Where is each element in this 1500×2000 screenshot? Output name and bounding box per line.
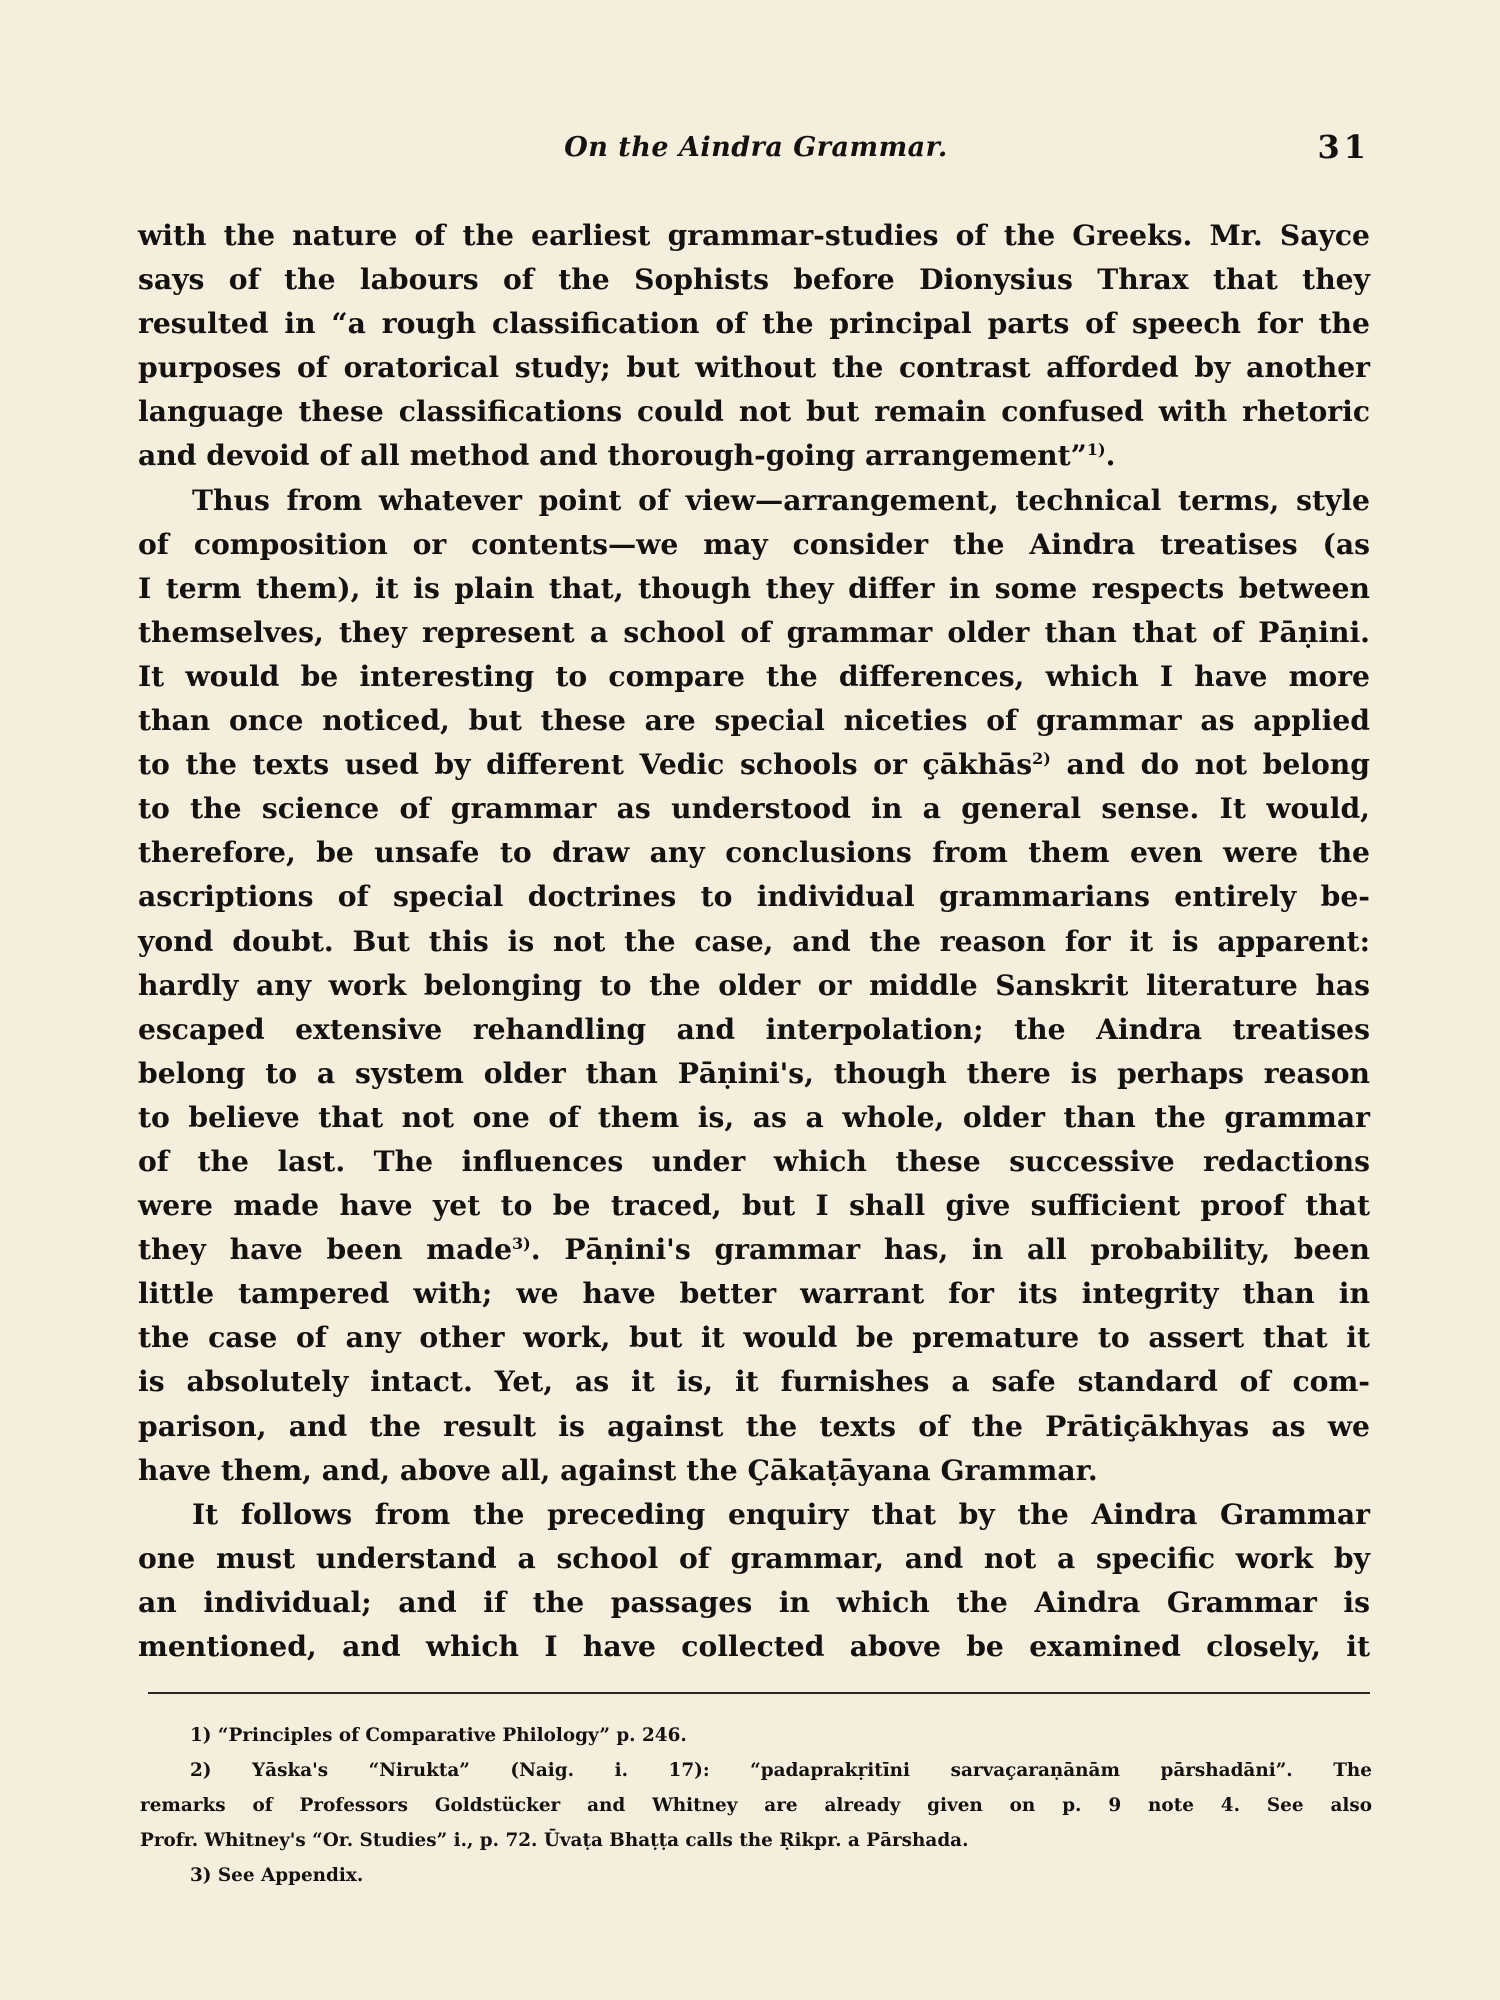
text-segment: . [1105,439,1116,473]
text-line: little tampered with; we have better warrant for its integrity than in [138,1277,1370,1311]
text-line: than once noticed, but these are special niceties of grammar as applied [138,704,1370,738]
text-segment: . Pāṇini's grammar has, in all probability, been [530,1233,1371,1267]
text-line: hardly any work belonging to the older or middle Sanskrit literature has [138,968,1370,1002]
paragraph-1 [138,214,1370,479]
text-line: Thus from whatever point of view—arrangement, technical terms, style [192,483,1370,517]
text-line: to the science of grammar as understood in a general sense. It would, [138,792,1370,826]
text-line: themselves, they represent a school of grammar older than that of Pāṇini. [138,615,1370,649]
text-line [138,434,1370,478]
text-line: mentioned, and which I have collected above be examined closely, it [138,1630,1370,1663]
footnote-ref: 2) [1032,749,1051,769]
page-header [142,128,1370,176]
footnote-2-line: Profr. Whitney's “Or. Studies” i., p. 72. Ūvaṭa Bhaṭṭa calls the Ṛikpr. a Pārshada. [140,1830,969,1851]
running-title: On the Aindra Grammar. [564,132,948,163]
footnote-2-line: 2) Yāska's “Nirukta” (Naig. i. 17): “padaprakṛitīni sarvaçaraṇānām pārshadāni”. The [190,1760,1372,1781]
page-number: 31 [1317,128,1370,166]
footnote-1: 1) “Principles of Comparative Philology” p. 246. [190,1725,687,1746]
paragraph-3 [138,1493,1370,1669]
footnotes [140,1718,1372,1893]
text-line: to believe that not one of them is, as a whole, older than the grammar [138,1100,1370,1134]
text-segment: and devoid of all method and thorough-going arrangement” [138,439,1087,473]
text-line: It would be interesting to compare the differences, which I have more [138,659,1370,693]
text-line: the case of any other work, but it would be premature to assert that it [138,1321,1370,1355]
text-line: with the nature of the earliest grammar-studies of the Greeks. Mr. Sayce [138,219,1370,252]
text-line: It follows from the preceding enquiry that by the Aindra Grammar [192,1497,1370,1531]
text-line: I term them), it is plain that, though they differ in some respects between [138,571,1370,605]
text-line: purposes of oratorical study; but without the contrast afforded by another [138,351,1370,385]
footnote-divider [148,1692,1370,1694]
text-segment: to the texts used by different Vedic schools or çākhās [138,748,1033,782]
text-segment: they have been made [138,1233,513,1267]
footnote-ref: 3) [512,1234,531,1254]
text-line: yond doubt. But this is not the case, and the reason for it is apparent: [138,924,1370,958]
footnote-2-line: remarks of Professors Goldstücker and Whitney are already given on p. 9 note 4. See also [140,1795,1372,1816]
text-line: one must understand a school of grammar, and not a specific work by [138,1541,1370,1575]
text-line: an individual; and if the passages in which the Aindra Grammar is [138,1585,1370,1619]
text-line: parison, and the result is against the texts of the Prātiçākhyas as we [138,1409,1370,1443]
text-line: says of the labours of the Sophists before Dionysius Thrax that they [138,263,1370,297]
text-line: ascriptions of special doctrines to individual grammarians entirely be- [138,880,1370,914]
text-line: therefore, be unsafe to draw any conclusions from them even were the [138,836,1370,870]
text-line: have them, and, above all, against the Çākaṭāyana Grammar. [138,1453,1098,1487]
paragraph-2 [138,479,1370,1493]
footnote-3: 3) See Appendix. [190,1865,364,1886]
text-line: were made have yet to be traced, but I shall give sufficient proof that [138,1189,1370,1223]
text-line: belong to a system older than Pāṇini's, though there is perhaps reason [138,1056,1370,1090]
text-line [138,743,1370,787]
text-line: is absolutely intact. Yet, as it is, it furnishes a safe standard of com- [138,1365,1370,1399]
text-line: of composition or contents—we may consider the Aindra treatises (as [138,527,1370,561]
body-text [138,214,1370,1669]
text-segment: and do not belong [1050,748,1370,782]
text-line: resulted in “a rough classification of the principal parts of speech for the [138,307,1370,341]
text-line: language these classifications could not but remain confused with rhetoric [138,395,1370,429]
text-line: of the last. The influences under which these successive redactions [138,1144,1370,1178]
text-line: escaped extensive rehandling and interpolation; the Aindra treatises [138,1012,1370,1046]
footnote-ref: 1) [1086,440,1106,460]
text-line [138,1228,1370,1272]
